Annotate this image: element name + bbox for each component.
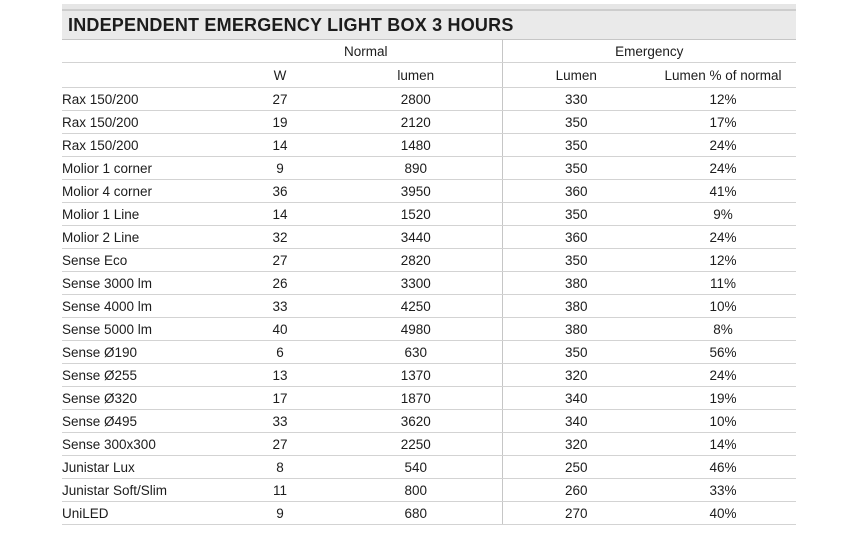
- cell-emergency-lumen: 360: [502, 180, 650, 203]
- title-top-strip: [62, 4, 796, 11]
- cell-normal-lumen: 4250: [330, 295, 502, 318]
- cell-emergency-lumen: 360: [502, 226, 650, 249]
- column-header-emergency-percent: Lumen % of normal: [650, 63, 796, 88]
- cell-normal-lumen: 2800: [330, 88, 502, 111]
- cell-watt: 14: [230, 134, 330, 157]
- cell-watt: 27: [230, 88, 330, 111]
- cell-normal-lumen: 1480: [330, 134, 502, 157]
- cell-emergency-percent: 8%: [650, 318, 796, 341]
- cell-emergency-lumen: 350: [502, 203, 650, 226]
- cell-normal-lumen: 540: [330, 456, 502, 479]
- cell-emergency-lumen: 380: [502, 318, 650, 341]
- table-row: [62, 226, 796, 249]
- table-row: [62, 180, 796, 203]
- cell-emergency-percent: 12%: [650, 88, 796, 111]
- cell-watt: 27: [230, 249, 330, 272]
- column-header-row: [62, 63, 796, 88]
- cell-emergency-percent: 10%: [650, 295, 796, 318]
- cell-emergency-percent: 33%: [650, 479, 796, 502]
- cell-watt: 11: [230, 479, 330, 502]
- cell-product-name: Junistar Lux: [62, 456, 230, 479]
- cell-emergency-lumen: 350: [502, 341, 650, 364]
- emergency-light-table: [62, 40, 796, 525]
- table-row: [62, 157, 796, 180]
- cell-watt: 9: [230, 502, 330, 525]
- table-row: [62, 387, 796, 410]
- cell-product-name: Rax 150/200: [62, 111, 230, 134]
- cell-watt: 13: [230, 364, 330, 387]
- cell-normal-lumen: 1370: [330, 364, 502, 387]
- cell-emergency-percent: 40%: [650, 502, 796, 525]
- cell-watt: 27: [230, 433, 330, 456]
- cell-emergency-lumen: 340: [502, 410, 650, 433]
- cell-emergency-percent: 24%: [650, 226, 796, 249]
- column-header-watt: W: [230, 63, 330, 88]
- cell-product-name: Sense 300x300: [62, 433, 230, 456]
- cell-product-name: Sense Ø190: [62, 341, 230, 364]
- table-row: [62, 502, 796, 525]
- cell-product-name: Molior 4 corner: [62, 180, 230, 203]
- table-row: [62, 249, 796, 272]
- cell-emergency-lumen: 350: [502, 157, 650, 180]
- cell-emergency-lumen: 250: [502, 456, 650, 479]
- cell-product-name: Sense Ø495: [62, 410, 230, 433]
- cell-watt: 36: [230, 180, 330, 203]
- table-row: [62, 341, 796, 364]
- group-header-emergency: Emergency: [502, 40, 796, 63]
- cell-emergency-lumen: 260: [502, 479, 650, 502]
- cell-emergency-percent: 24%: [650, 134, 796, 157]
- column-header-lumen: lumen: [330, 63, 502, 88]
- cell-emergency-lumen: 340: [502, 387, 650, 410]
- cell-normal-lumen: 3440: [330, 226, 502, 249]
- cell-emergency-percent: 24%: [650, 157, 796, 180]
- cell-watt: 19: [230, 111, 330, 134]
- table-row: [62, 318, 796, 341]
- cell-product-name: Junistar Soft/Slim: [62, 479, 230, 502]
- cell-normal-lumen: 1520: [330, 203, 502, 226]
- cell-product-name: Sense 5000 lm: [62, 318, 230, 341]
- cell-emergency-percent: 19%: [650, 387, 796, 410]
- cell-normal-lumen: 2250: [330, 433, 502, 456]
- cell-emergency-lumen: 380: [502, 295, 650, 318]
- cell-watt: 33: [230, 410, 330, 433]
- cell-product-name: Sense 3000 lm: [62, 272, 230, 295]
- cell-product-name: Rax 150/200: [62, 134, 230, 157]
- cell-emergency-lumen: 350: [502, 111, 650, 134]
- cell-product-name: Molior 1 Line: [62, 203, 230, 226]
- table-row: [62, 134, 796, 157]
- table-row: [62, 433, 796, 456]
- cell-normal-lumen: 680: [330, 502, 502, 525]
- group-header-row: [62, 40, 796, 63]
- cell-product-name: Sense Ø320: [62, 387, 230, 410]
- cell-emergency-lumen: 330: [502, 88, 650, 111]
- cell-product-name: Sense Eco: [62, 249, 230, 272]
- table-row: [62, 364, 796, 387]
- cell-emergency-percent: 24%: [650, 364, 796, 387]
- cell-normal-lumen: 3620: [330, 410, 502, 433]
- cell-watt: 8: [230, 456, 330, 479]
- cell-emergency-percent: 41%: [650, 180, 796, 203]
- cell-emergency-percent: 10%: [650, 410, 796, 433]
- cell-emergency-lumen: 270: [502, 502, 650, 525]
- cell-emergency-lumen: 350: [502, 134, 650, 157]
- cell-product-name: Molior 2 Line: [62, 226, 230, 249]
- cell-emergency-percent: 12%: [650, 249, 796, 272]
- cell-emergency-percent: 56%: [650, 341, 796, 364]
- table-row: [62, 295, 796, 318]
- cell-normal-lumen: 2120: [330, 111, 502, 134]
- table-row: [62, 479, 796, 502]
- cell-emergency-percent: 11%: [650, 272, 796, 295]
- spreadsheet-area: [62, 4, 796, 525]
- group-header-normal: Normal: [230, 40, 502, 63]
- cell-normal-lumen: 890: [330, 157, 502, 180]
- cell-emergency-percent: 46%: [650, 456, 796, 479]
- group-header-spacer: [62, 40, 230, 63]
- cell-watt: 9: [230, 157, 330, 180]
- column-header-emergency-lumen: Lumen: [502, 63, 650, 88]
- table-header: [62, 40, 796, 88]
- cell-watt: 40: [230, 318, 330, 341]
- cell-watt: 33: [230, 295, 330, 318]
- table-row: [62, 111, 796, 134]
- cell-emergency-lumen: 380: [502, 272, 650, 295]
- cell-product-name: Rax 150/200: [62, 88, 230, 111]
- table-row: [62, 456, 796, 479]
- table-row: [62, 203, 796, 226]
- cell-watt: 6: [230, 341, 330, 364]
- table-row: [62, 88, 796, 111]
- cell-emergency-lumen: 320: [502, 433, 650, 456]
- cell-normal-lumen: 4980: [330, 318, 502, 341]
- cell-watt: 17: [230, 387, 330, 410]
- table-row: [62, 410, 796, 433]
- cell-normal-lumen: 1870: [330, 387, 502, 410]
- cell-emergency-percent: 17%: [650, 111, 796, 134]
- cell-normal-lumen: 3950: [330, 180, 502, 203]
- cell-normal-lumen: 800: [330, 479, 502, 502]
- cell-product-name: UniLED: [62, 502, 230, 525]
- column-header-product: [62, 63, 230, 88]
- cell-watt: 26: [230, 272, 330, 295]
- cell-product-name: Sense Ø255: [62, 364, 230, 387]
- table-row: [62, 272, 796, 295]
- cell-emergency-lumen: 350: [502, 249, 650, 272]
- cell-product-name: Molior 1 corner: [62, 157, 230, 180]
- cell-watt: 14: [230, 203, 330, 226]
- cell-emergency-percent: 9%: [650, 203, 796, 226]
- cell-normal-lumen: 630: [330, 341, 502, 364]
- cell-normal-lumen: 2820: [330, 249, 502, 272]
- cell-product-name: Sense 4000 lm: [62, 295, 230, 318]
- table-title: INDEPENDENT EMERGENCY LIGHT BOX 3 HOURS: [62, 11, 796, 40]
- cell-emergency-lumen: 320: [502, 364, 650, 387]
- cell-watt: 32: [230, 226, 330, 249]
- table-body: [62, 88, 796, 525]
- cell-emergency-percent: 14%: [650, 433, 796, 456]
- cell-normal-lumen: 3300: [330, 272, 502, 295]
